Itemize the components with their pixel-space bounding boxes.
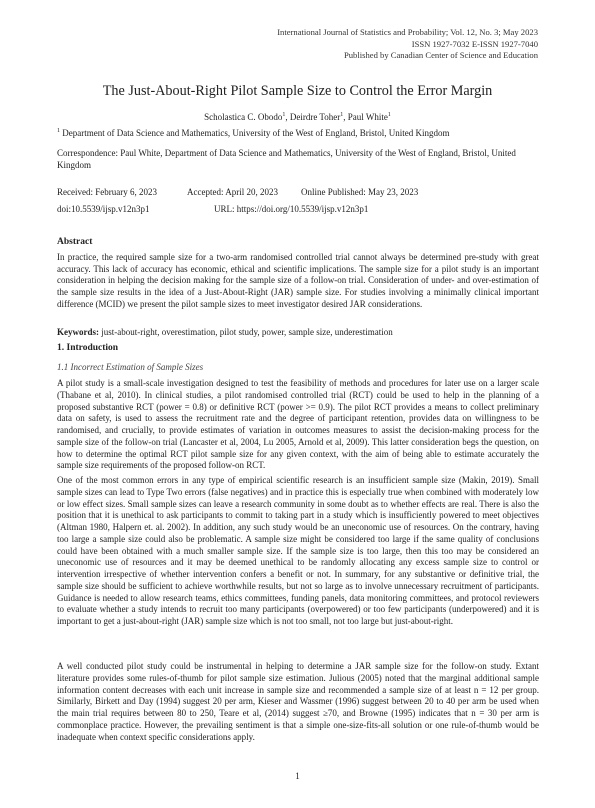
affiliation-text: Department of Data Science and Mathematics, University of the West of England, Bristol, United Kingdom [60,128,450,138]
author-name: Scholastica C. Obodo [204,112,283,122]
author-affiliation-mark: 1 [282,112,286,118]
subsection-heading: 1.1 Incorrect Estimation of Sample Sizes [57,362,204,372]
doi-url-link[interactable]: URL: https://doi.org/10.5539/ijsp.v12n3p1 [214,204,369,214]
keywords-label: Keywords: [57,327,99,337]
author-list: Scholastica C. Obodo$^1$, Deirdre Toher$^1$, Paul White$^1$ [204,112,391,122]
doi-line [57,203,539,215]
received-date: Received: February 6, 2023 [57,187,157,197]
correspondence: Correspondence: Paul White, Department of Data Science and Mathematics, University of the West of England, Bristol, United Kingdom [57,148,516,170]
accepted-date: Accepted: April 20, 2023 [187,187,278,197]
affiliation-mark: 1 [57,128,60,134]
paper-title: The Just-About-Right Pilot Sample Size to Control the Error Margin [102,83,493,99]
doi-text: doi:10.5539/ijsp.v12n3p1 [57,204,150,214]
abstract-heading: Abstract [57,237,93,247]
journal-issn: ISSN 1927-7032 E-ISSN 1927-7040 [411,38,538,49]
published-date: Online Published: May 23, 2023 [301,187,419,197]
affiliation [57,127,539,139]
author-affiliation-mark: 1 [340,112,344,118]
journal-header [277,27,538,62]
body-paragraph: One of the most common errors in any type of empirical scientific research is an insufficient sample size (Makin, 2019). Small sample sizes can lead to Type Two errors (false negatives) and in practice this is especially true when combined with moderately low or low effect sizes. Small sample sizes can leave a research community in some doubt as to whether effects are real. There is also the position that it is unethical to ask participants to commit to taking part in a study which is insufficiently powered to meet objectives (Altman 1980, Halpern et. al. 2002). In addition, any such study would be an uneconomic use of resources. On the contrary, having too large a sample size could also be problematic. A sample size might be considered too large if the same quality of conclusions could have been obtained with a much smaller sample size. If the sample size is too large, then this too may be considered an uneconomic use of resources and it may be deemed unethical to be randomly allocating any excess sample size to control or intervention irrespective of whether intervention confers a benefit or not. In summary, for any substantive or definitive trial, the sample size should be sufficient to achieve worthwhile results, but not so large as to involve unnecessary recruitment of participants. Guidance is needed to allow research teams, ethics committees, funding panels, data monitoring committees, and protocol reviewers to evaluate whether a study intends to recruit too many participants (overpowered) or too few participants (underpowered) and it is important to get a just-about-right (JAR) sample size which is not too small, not too large but just-about-right. [57,475,539,626]
keywords [57,326,539,338]
author-affiliation-mark: 1 [387,112,391,118]
body-paragraph: A well conducted pilot study could be instrumental in helping to determine a JAR sample size for the follow-on study. Extant literature provides some rules-of-thumb for pilot sample size estimation. Julious (2005) noted that the marginal additional sample information content decreases with each unit increase in sample size and recommended a sample size of at least n = 12 per group. Similarly, Birkett and Day (1994) suggest 20 per arm, Kieser and Wassmer (1996) suggest between 20 to 40 per arm be used when the main trial requires between 80 to 250, Teare et al, (2014) suggest ≥70, and Browne (1995) indicates that n = 30 per arm is commonplace practice. However, the prevailing sentiment is that a simple one-size-fits-all solution or one rule-of-thumb would be inadequate when context specific considerations apply. [57,661,539,742]
author-name: Deirdre Toher [289,112,341,122]
publication-dates [57,186,539,198]
keywords-text: just-about-right, overestimation, pilot study, power, sample size, underestimation [99,327,393,337]
page-number: 1 [295,771,300,781]
abstract-text: In practice, the required sample size for a two-arm randomised controlled trial cannot always be determined pre-study with great accuracy. This lack of accuracy has economic, ethical and scientific implications. The sample size for a pilot study is an important consideration in helping the decision making for the sample size of a follow-on trial. Consideration of under- and over-estimation of the sample size results in the idea of a Just-About-Right (JAR) sample size. For studies involving a minimally clinical important difference (MCID) we present the pilot sample sizes to meet investigator desired JAR considerations. [57,252,539,309]
journal-publisher: Published by Canadian Center of Science and Education [343,50,538,60]
author-name: Paul White [347,112,388,122]
section-heading: 1. Introduction [57,343,119,353]
body-paragraph: A pilot study is a small-scale investigation designed to test the feasibility of methods and procedures for later use on a larger scale (Thabane et al, 2010). In clinical studies, a pilot randomised controlled trial (RCT) could be used to help in the planning of a proposed substantive RCT (power = 0.8) or definitive RCT (power >= 0.9). The pilot RCT provides a means to collect preliminary data on safety, is used to assess the recruitment rate and the degree of participant retention, provides data on willingness to be randomised, and crucially, to provide estimates of variation in outcomes measures to assist the decision-making process for the sample size of the follow-on trial (Lancaster et al, 2004, Lu 2005, Arnold et al, 2009). This latter consideration begs the question, on how to determine the optimal RCT pilot sample size for any given context, with the aim of being able to estimate accurately the sample size requirements of the proposed follow-on RCT. [57,378,539,471]
journal-citation: International Journal of Statistics and Probability; Vol. 12, No. 3; May 2023 [277,27,538,37]
